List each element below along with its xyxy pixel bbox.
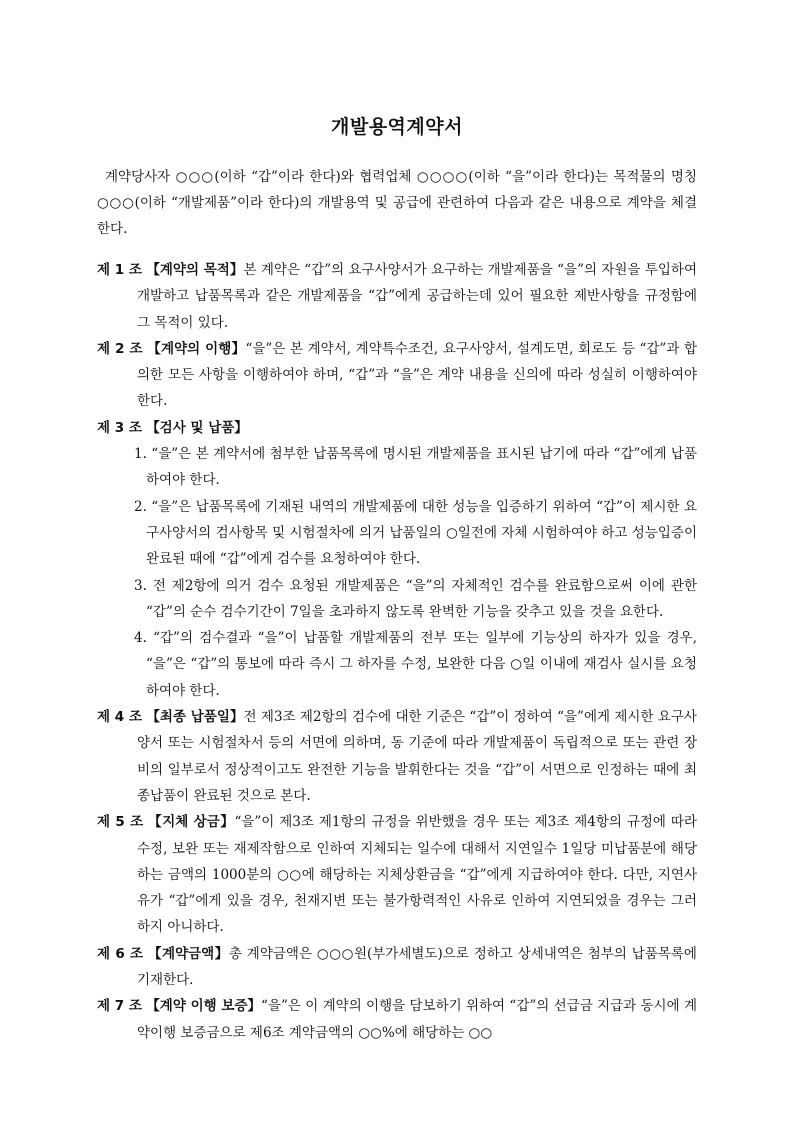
article-heading: 【최종 납품일】 [146,709,244,726]
intro-paragraph: 계약당사자 ○○○(이하 “갑”이라 한다)와 협력업체 ○○○○(이하 “을”이라 한다)는 목적물의 명칭 ○○○(이하 “개발제품”이라 한다)의 개발용역 및 공급에 관련하여 다음과 같은 내용으로 계약을 체결한다. [97,169,697,237]
article-items [97,441,697,704]
article-text: “을”은 본 계약서, 계약특수조건, 요구사양서, 설계도면, 회로도 등 “갑”과 합의한 모든 사항을 이행하여야 하며, “갑”과 “을”은 계약 내용을 신의에 따라 성실히 이행하여야 한다. [137,340,697,410]
article-number: 제 2 조 [97,340,143,357]
article-2 [97,336,697,415]
article-item: 4. “갑”의 검수결과 “을”이 납품할 개발제품의 전부 또는 일부에 기능상의 하자가 있을 경우, “을”은 “갑”의 통보에 따라 즉시 그 하자를 수정, 보완한 다음 ○일 이내에 재검사 실시를 요청하여야 한다. [134,630,697,699]
article-item: 1. “을”은 본 계약서에 첨부한 납품목록에 명시된 개발제품을 표시된 납기에 따라 “갑”에게 납품하여야 한다. [134,446,697,489]
article-item: 2. “을”은 납품목록에 기재된 내역의 개발제품에 대한 성능을 입증하기 위하여 “갑”이 제시한 요구사양서의 검사항목 및 시험절차에 의거 납품일의 ○일전에 자체 시험하여야 하고 성능입증이 완료된 때에 “갑”에게 검수를 요청하여야 한다. [134,498,697,568]
article-heading: 【계약 이행 보증】 [146,998,262,1015]
article-text: “을”이 제3조 제1항의 규정을 위반했을 경우 또는 제3조 제4항의 규정에 따라 수정, 보완 또는 재제작함으로 인하여 지체되는 일수에 대해서 지연일수 1일당 미납품분에 해당하는 금액의 1000분의 ○○에 해당하는 지체상환금을 “갑”에게 지급하여야 한다. 다만, 지연사유가 “갑”에게 있을 경우, 천재지변 또는 불가항력적인 사유로 인하여 지연되었을 경우는 그러하지 아니하다. [137,814,697,936]
document-title: 개발용역계약서 [331,116,463,138]
article-text: 총 계약금액은 ○○○원(부가세별도)으로 정하고 상세내역은 첨부의 납품목록에 기재한다. [137,945,697,989]
article-number: 제 7 조 [97,998,142,1015]
article-heading: 【계약의 이행】 [147,340,246,357]
article-number: 제 6 조 [97,945,144,962]
article-number: 제 3 조 [97,419,142,436]
article-number: 제 1 조 [97,262,142,278]
article-text: 본 계약은 “갑”의 요구사양서가 요구하는 개발제품을 “을”의 자원을 투입하여 개발하고 납품목록과 같은 개발제품을 “갑”에게 공급하는데 있어 필요한 제반사항을 규정함에 그 목적이 있다. [137,262,697,331]
article-heading: 【지체 상금】 [148,814,235,831]
article-text: 전 제3조 제2항의 검수에 대한 기준은 “갑”이 정하여 “을”에게 제시한 요구사양서 또는 시험절차서 등의 서면에 의하며, 동 기준에 따라 개발제품이 독립적으로 또는 관련 장비의 일부로서 정상적이고도 완전한 기능을 발휘한다는 것을 “갑”이 서면으로 인정하는 때에 최종납품이 완료된 것으로 본다. [137,709,697,804]
article-number: 제 4 조 [97,709,142,726]
articles-list [97,257,697,1046]
article-1 [97,257,697,336]
article-7 [97,993,697,1046]
article-5 [97,809,697,940]
article-3 [97,415,697,441]
article-heading: 【계약의 목적】 [146,262,244,278]
article-item: 3. 전 제2항에 의거 검수 요청된 개발제품은 “을”의 자체적인 검수를 완료함으로써 이에 관한 “갑”의 순수 검수기간이 7일을 초과하지 않도록 완벽한 기능을 갖추고 있을 것을 요한다. [134,577,697,620]
article-4 [97,704,697,809]
article-6 [97,941,697,994]
article-text: “을”은 이 계약의 이행을 담보하기 위하여 “갑”의 선급금 지급과 동시에 계약이행 보증금으로 제6조 계약금액의 ○○%에 해당하는 ○○ [137,998,697,1041]
article-number: 제 5 조 [97,814,144,831]
article-heading: 【검사 및 납품】 [146,419,248,436]
article-heading: 【계약금액】 [147,945,229,962]
